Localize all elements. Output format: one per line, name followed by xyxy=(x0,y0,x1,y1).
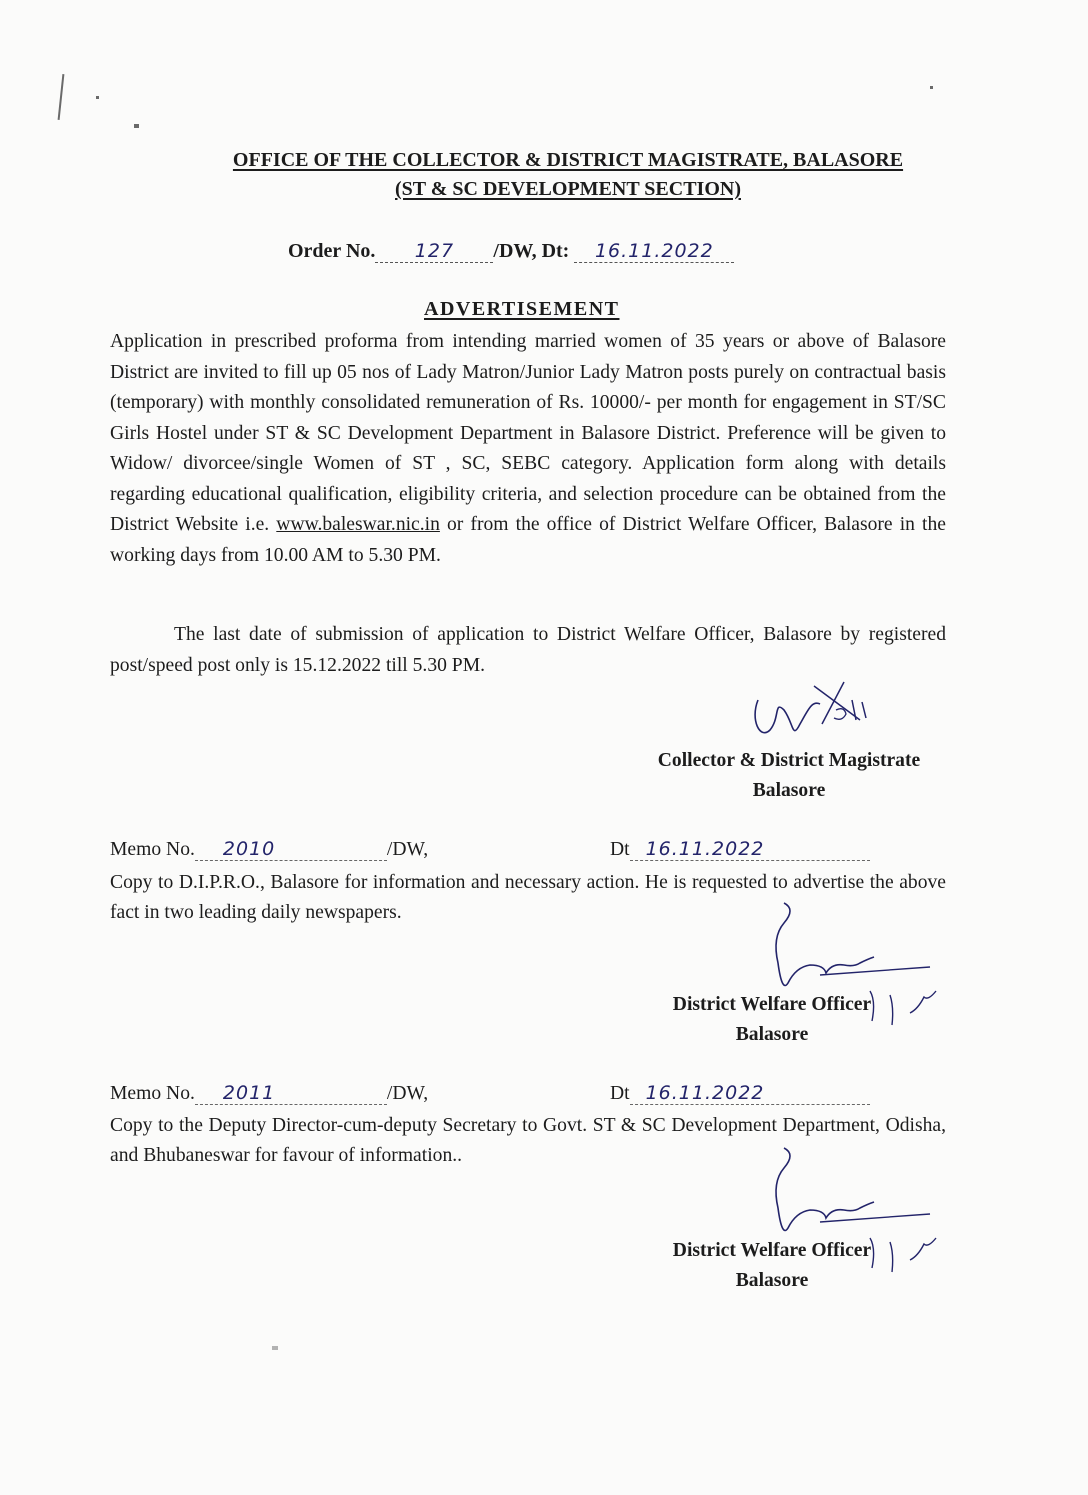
order-number: 127 xyxy=(375,240,493,263)
scan-mark xyxy=(272,1346,278,1350)
memo-date-label: Dt xyxy=(610,1083,630,1104)
order-date: 16.11.2022 xyxy=(574,240,734,263)
scan-mark xyxy=(930,86,933,89)
header-line-1: OFFICE OF THE COLLECTOR & DISTRICT MAGISTRATE, BALASORE xyxy=(232,149,904,171)
memo-date-label: Dt xyxy=(610,839,630,860)
memo-suffix: /DW, xyxy=(386,839,429,860)
signatory-title: Collector & District Magistrate xyxy=(657,750,921,771)
advertisement-title: ADVERTISEMENT xyxy=(424,298,620,320)
memo-copy-text-1: Copy to D.I.P.R.O., Balasore for information and necessary action. He is requested to advertise the above fact in two leading daily newspapers. xyxy=(110,872,946,923)
memo-date: 16.11.2022 xyxy=(630,1082,870,1105)
district-website-link[interactable]: www.baleswar.nic.in xyxy=(276,514,440,535)
signatory-welfare-officer-1 xyxy=(672,990,872,1050)
memo-copy-text-2: Copy to the Deputy Director-cum-deputy Secretary to Govt. ST & SC Development Department, Odisha, and Bhubaneswar for favour of information.. xyxy=(110,1115,946,1166)
memo-number: 2011 xyxy=(195,1082,387,1105)
signatory-place: Balasore xyxy=(735,1024,809,1045)
header-line-2: (ST & SC DEVELOPMENT SECTION) xyxy=(395,178,741,200)
advertisement-paragraph-2: The last date of submission of application to District Welfare Officer, Balasore by registered post/speed post only is 15.12.2022 till 5.30 PM. xyxy=(110,624,946,676)
order-label: Order No. xyxy=(288,240,376,262)
memo-number: 2010 xyxy=(195,838,387,861)
advertisement-paragraph-1 xyxy=(110,327,946,571)
order-line xyxy=(288,240,734,263)
memo-date: 16.11.2022 xyxy=(630,838,870,861)
signatory-title: District Welfare Officer xyxy=(672,994,872,1015)
scan-mark xyxy=(134,124,139,128)
signatory-collector xyxy=(632,746,946,806)
memo-suffix: /DW, xyxy=(386,1083,429,1104)
memo-date-group xyxy=(610,838,870,861)
memo-label: Memo No. xyxy=(110,839,195,860)
memo-line-1 xyxy=(110,838,765,861)
scan-mark xyxy=(96,96,99,99)
signatory-place: Balasore xyxy=(752,780,826,801)
memo-label: Memo No. xyxy=(110,1083,195,1104)
signatory-title: District Welfare Officer xyxy=(672,1240,872,1261)
signatory-welfare-officer-2 xyxy=(672,1236,872,1296)
signatory-place: Balasore xyxy=(735,1270,809,1291)
scan-mark xyxy=(58,74,65,120)
paragraph-1-start: Application in prescribed proforma from intending married women of 35 years or above of Balasore District are invited to fill up 05 nos of Lady Matron/Junior Lady Matron posts purely on contractual basis (temporary) with monthly consolidated remuneration of Rs. 10000/- per month for engagement in ST/SC Girls Hostel under ST & SC Development Department in Balasore District. Preference will be given to Widow/ divorcee/single Women of ST , SC, SEBC category. Application form along with details regarding educational qualification, eligibility criteria, and selection procedure can be obtained from the District Website i.e. xyxy=(110,331,946,535)
paragraph-1-end: or from the office of District Welfare Officer, Balasore in the working days from 10.00 AM to 5.30 PM. xyxy=(110,514,946,566)
order-suffix: /DW, Dt: xyxy=(493,240,570,262)
memo-date-group xyxy=(610,1082,870,1105)
office-header xyxy=(108,146,1028,204)
memo-line-2 xyxy=(110,1082,765,1105)
